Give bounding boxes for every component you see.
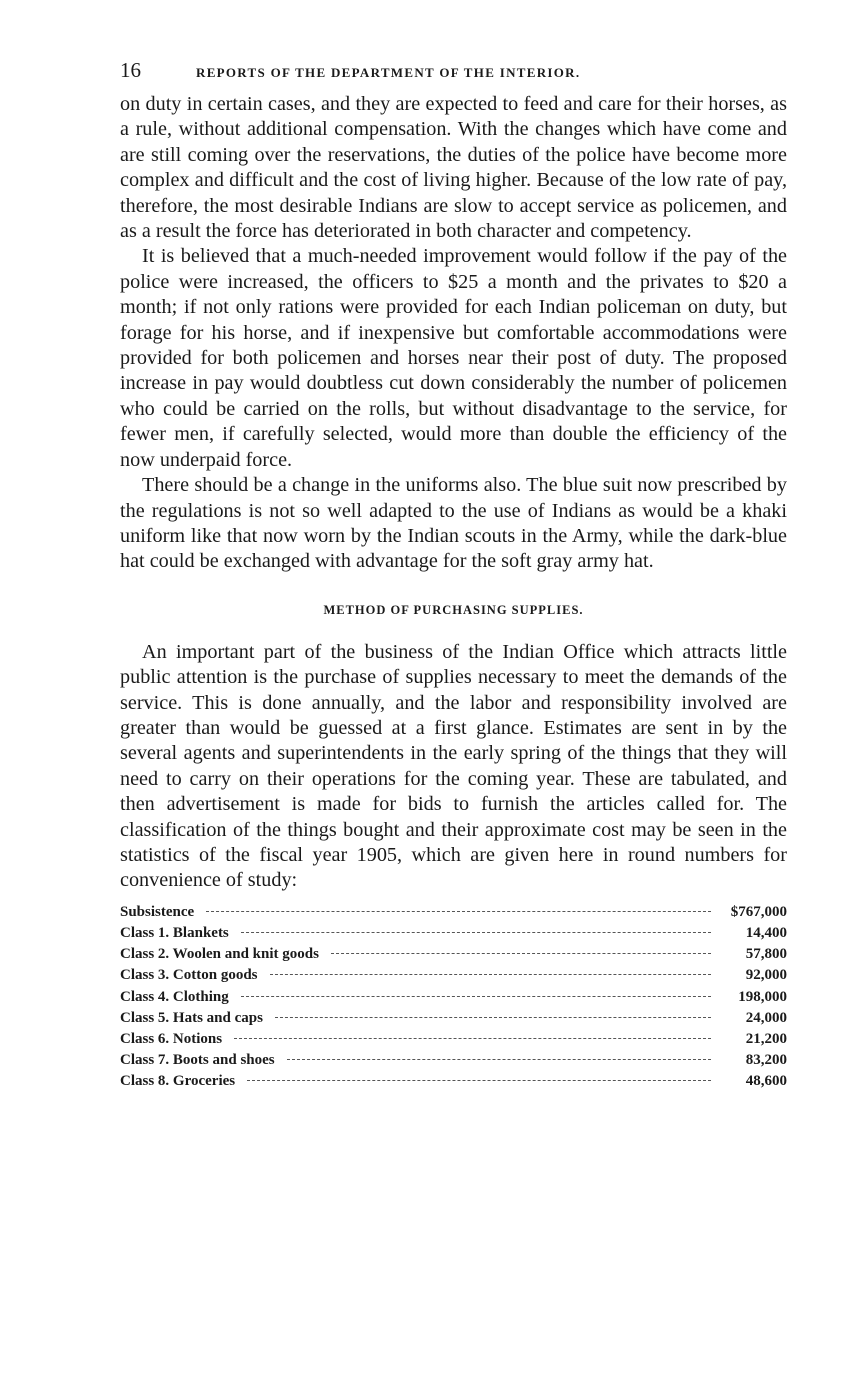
supply-label: Class 3. Cotton goods	[120, 967, 258, 984]
document-page	[120, 58, 787, 1094]
dot-leader	[206, 911, 711, 912]
supply-label: Class 6. Notions	[120, 1030, 223, 1047]
supply-label: Class 7. Boots and shoes	[120, 1052, 275, 1069]
dot-leader	[287, 1059, 711, 1060]
supply-label: Class 8. Groceries	[120, 1073, 236, 1090]
dot-leader	[247, 1080, 711, 1081]
supplies-row	[120, 1031, 787, 1052]
supply-amount: 48,600	[745, 1073, 787, 1090]
dot-leader	[331, 953, 711, 954]
supplies-row	[120, 1010, 787, 1031]
dot-leader	[241, 932, 711, 933]
supplies-row	[120, 925, 787, 946]
dot-leader	[234, 1038, 711, 1039]
section-heading: METHOD OF PURCHASING SUPPLIES.	[323, 602, 584, 617]
supply-amount: 83,200	[745, 1052, 787, 1069]
supply-label: Subsistence	[120, 903, 195, 920]
paragraph-purchasing: An important part of the business of the Indian Office which attracts little public attention is the purchase of supplies necessary to meet the demands of the service. This is done annually, and the labor and responsibility involved are greater than would be guessed at a first glance. Estimates are sent in by the several agents and superintendents in the early spring of the things that they will need to carry on their operations for the coming year. These are tabulated, and then advertisement is made for bids to furnish the articles called for. The classification of the things bought and their approximate cost may be seen in the statistics of the fiscal year 1905, which are given here in round numbers for convenience of study:	[120, 640, 787, 892]
paragraph-police-pay: It is believed that a much-needed improvement would follow if the pay of the police were increased, the officers to $25 a month and the privates to $20 a month; if not only rations were provided for each Indian policeman on duty, but forage for his horse, and if inexpensive but comfortable accommodations were provided for both policemen and horses near their post of duty. The proposed increase in pay would doubtless cut down considerably the number of policemen who could be carried on the rolls, but without disadvantage to the service, for fewer men, if carefully selected, would more than double the efficiency of the now underpaid force.	[120, 245, 787, 471]
supply-label: Class 4. Clothing	[120, 988, 229, 1005]
supply-amount: 21,200	[745, 1030, 787, 1047]
paragraph-continuation: on duty in certain cases, and they are expected to feed and care for their horses, as a rule, without additional compensation. With the changes which have come and are still coming over the reservations, the duties of the police have become more complex and difficult and the cost of living higher. Because of the low rate of pay, therefore, the most desirable Indians are slow to accept service as policemen, and as a result the force has deteriorated in both character and competency.	[120, 93, 787, 243]
supplies-row	[120, 946, 787, 967]
dot-leader	[270, 974, 711, 975]
supply-label: Class 2. Woolen and knit goods	[120, 946, 319, 963]
supplies-row	[120, 1052, 787, 1073]
supplies-row	[120, 989, 787, 1010]
supply-amount: 57,800	[745, 946, 787, 963]
supply-label: Class 5. Hats and caps	[120, 1009, 263, 1026]
supply-amount: $767,000	[730, 903, 787, 920]
supplies-row	[120, 904, 787, 925]
page-number: 16	[120, 58, 141, 82]
running-head: REPORTS OF THE DEPARTMENT OF THE INTERIOR.	[196, 65, 581, 80]
supplies-row	[120, 1073, 787, 1094]
supply-amount: 14,400	[745, 924, 787, 941]
paragraph-uniforms: There should be a change in the uniforms also. The blue suit now prescribed by the regulations is not so well adapted to the use of Indians as would be a khaki uniform like that now worn by the Indian scouts in the Army, while the dark-blue hat could be exchanged with advantage for the soft gray army hat.	[120, 474, 787, 573]
supplies-row	[120, 967, 787, 988]
dot-leader	[275, 1017, 711, 1018]
supply-label: Class 1. Blankets	[120, 924, 229, 941]
supply-amount: 24,000	[745, 1009, 787, 1026]
page-header	[120, 58, 787, 92]
dot-leader	[241, 996, 711, 997]
supply-amount: 92,000	[745, 967, 787, 984]
supplies-table	[120, 904, 787, 1095]
supply-amount: 198,000	[738, 988, 787, 1005]
